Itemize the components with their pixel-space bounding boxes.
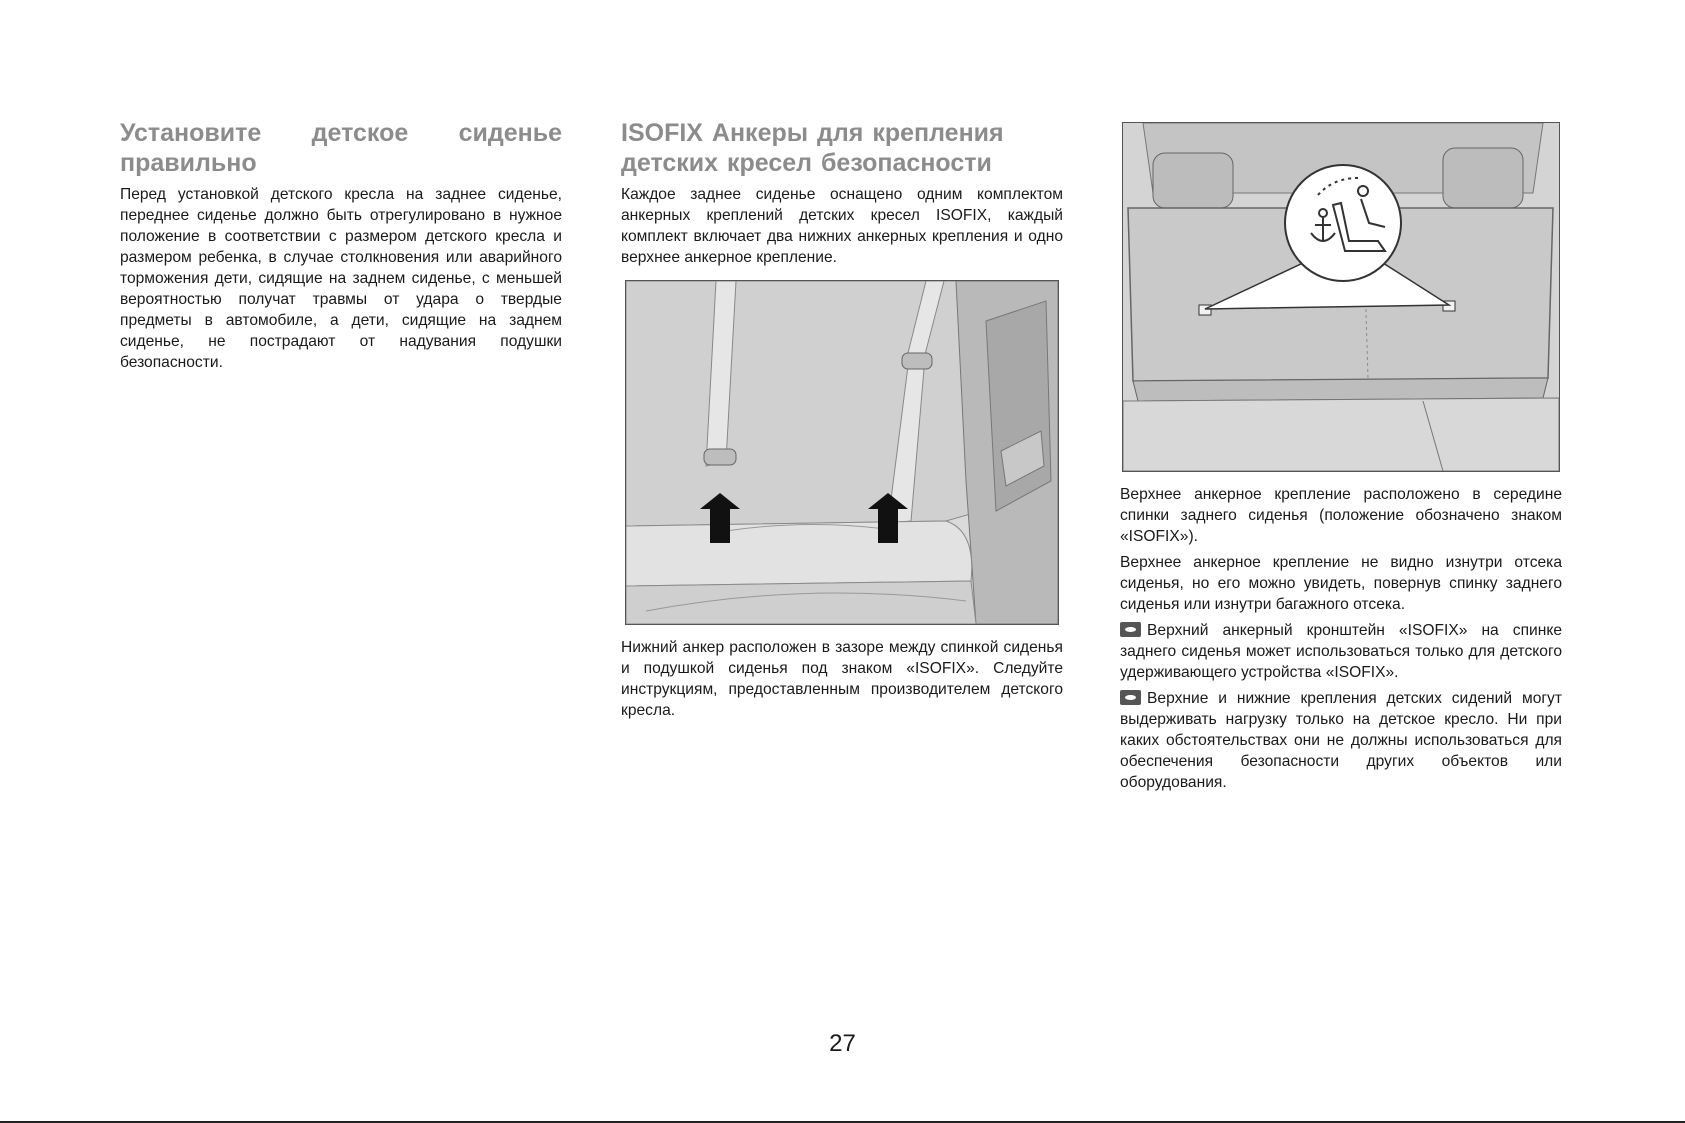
heading-line: ISOFIX Анкеры для крепления — [621, 119, 1004, 147]
warning-text: Верхние и нижние крепления детских сидений могут выдерживать нагрузку только на детское кресло. Ни при каких обстоятельствах они не должны использоваться для обеспечения безопасности других объектов или оборудования. — [1120, 690, 1562, 791]
seat-illustration-svg — [626, 281, 1058, 624]
warning-icon — [1120, 622, 1141, 637]
warning-icon — [1120, 690, 1141, 705]
heading-line: детских кресел безопасности — [621, 149, 992, 177]
isofix-intro-paragraph: Каждое заднее сиденье оснащено одним комплектом анкерных креплений детских кресел ISOFIX, каждый комплект включает два нижних анкерных крепления и одно верхнее анкерное крепление. — [621, 186, 1063, 266]
warning-paragraph-1 — [1120, 620, 1562, 683]
left-column — [120, 118, 562, 378]
right-column — [1120, 122, 1562, 798]
install-paragraph: Перед установкой детского кресла на заднее сиденье, переднее сиденье должно быть отрегулировано в нужное положение в соответствии с размером детского кресла и размером ребенка, в случае столкновения или аварийного торможения дети, сидящие на заднем сиденье, с меньшей вероятностью получат травмы от удара о твердые предметы в автомобиле, а дети, сидящие на заднем сиденье, не пострадают от надувания подушки безопасности. — [120, 186, 562, 371]
section-heading-install — [120, 118, 562, 178]
page-number: 27 — [829, 1030, 856, 1057]
warning-text: Верхний анкерный кронштейн «ISOFIX» на спинке заднего сиденья может использоваться только для детского удерживающего устройства «ISOFIX». — [1120, 622, 1562, 681]
heading-word: сиденье — [458, 119, 562, 147]
warning-paragraph-2 — [1120, 688, 1562, 793]
rear-seat-lower-anchor-illustration — [625, 280, 1059, 625]
top-anchor-visibility-paragraph: Верхнее анкерное крепление не видно изнутри отсека сиденья, но его можно увидеть, повернув спинку заднего сиденья или изнутри багажного отсека. — [1120, 554, 1562, 613]
isofix-illustration-svg — [1123, 123, 1559, 471]
heading-word: детское — [311, 119, 409, 147]
lower-anchor-caption: Нижний анкер расположен в зазоре между спинкой сиденья и подушкой сиденья под знаком «ISOFIX». Следуйте инструкциям, предоставленным производителем детского кресла. — [621, 639, 1063, 719]
rear-seatback-isofix-illustration — [1122, 122, 1560, 472]
section-heading-isofix — [621, 118, 1063, 178]
middle-column — [621, 118, 1063, 726]
heading-line: правильно — [120, 149, 257, 177]
heading-word: Установите — [120, 119, 262, 147]
top-anchor-location-paragraph: Верхнее анкерное крепление расположено в середине спинки заднего сиденья (положение обозначено знаком «ISOFIX»). — [1120, 486, 1562, 545]
